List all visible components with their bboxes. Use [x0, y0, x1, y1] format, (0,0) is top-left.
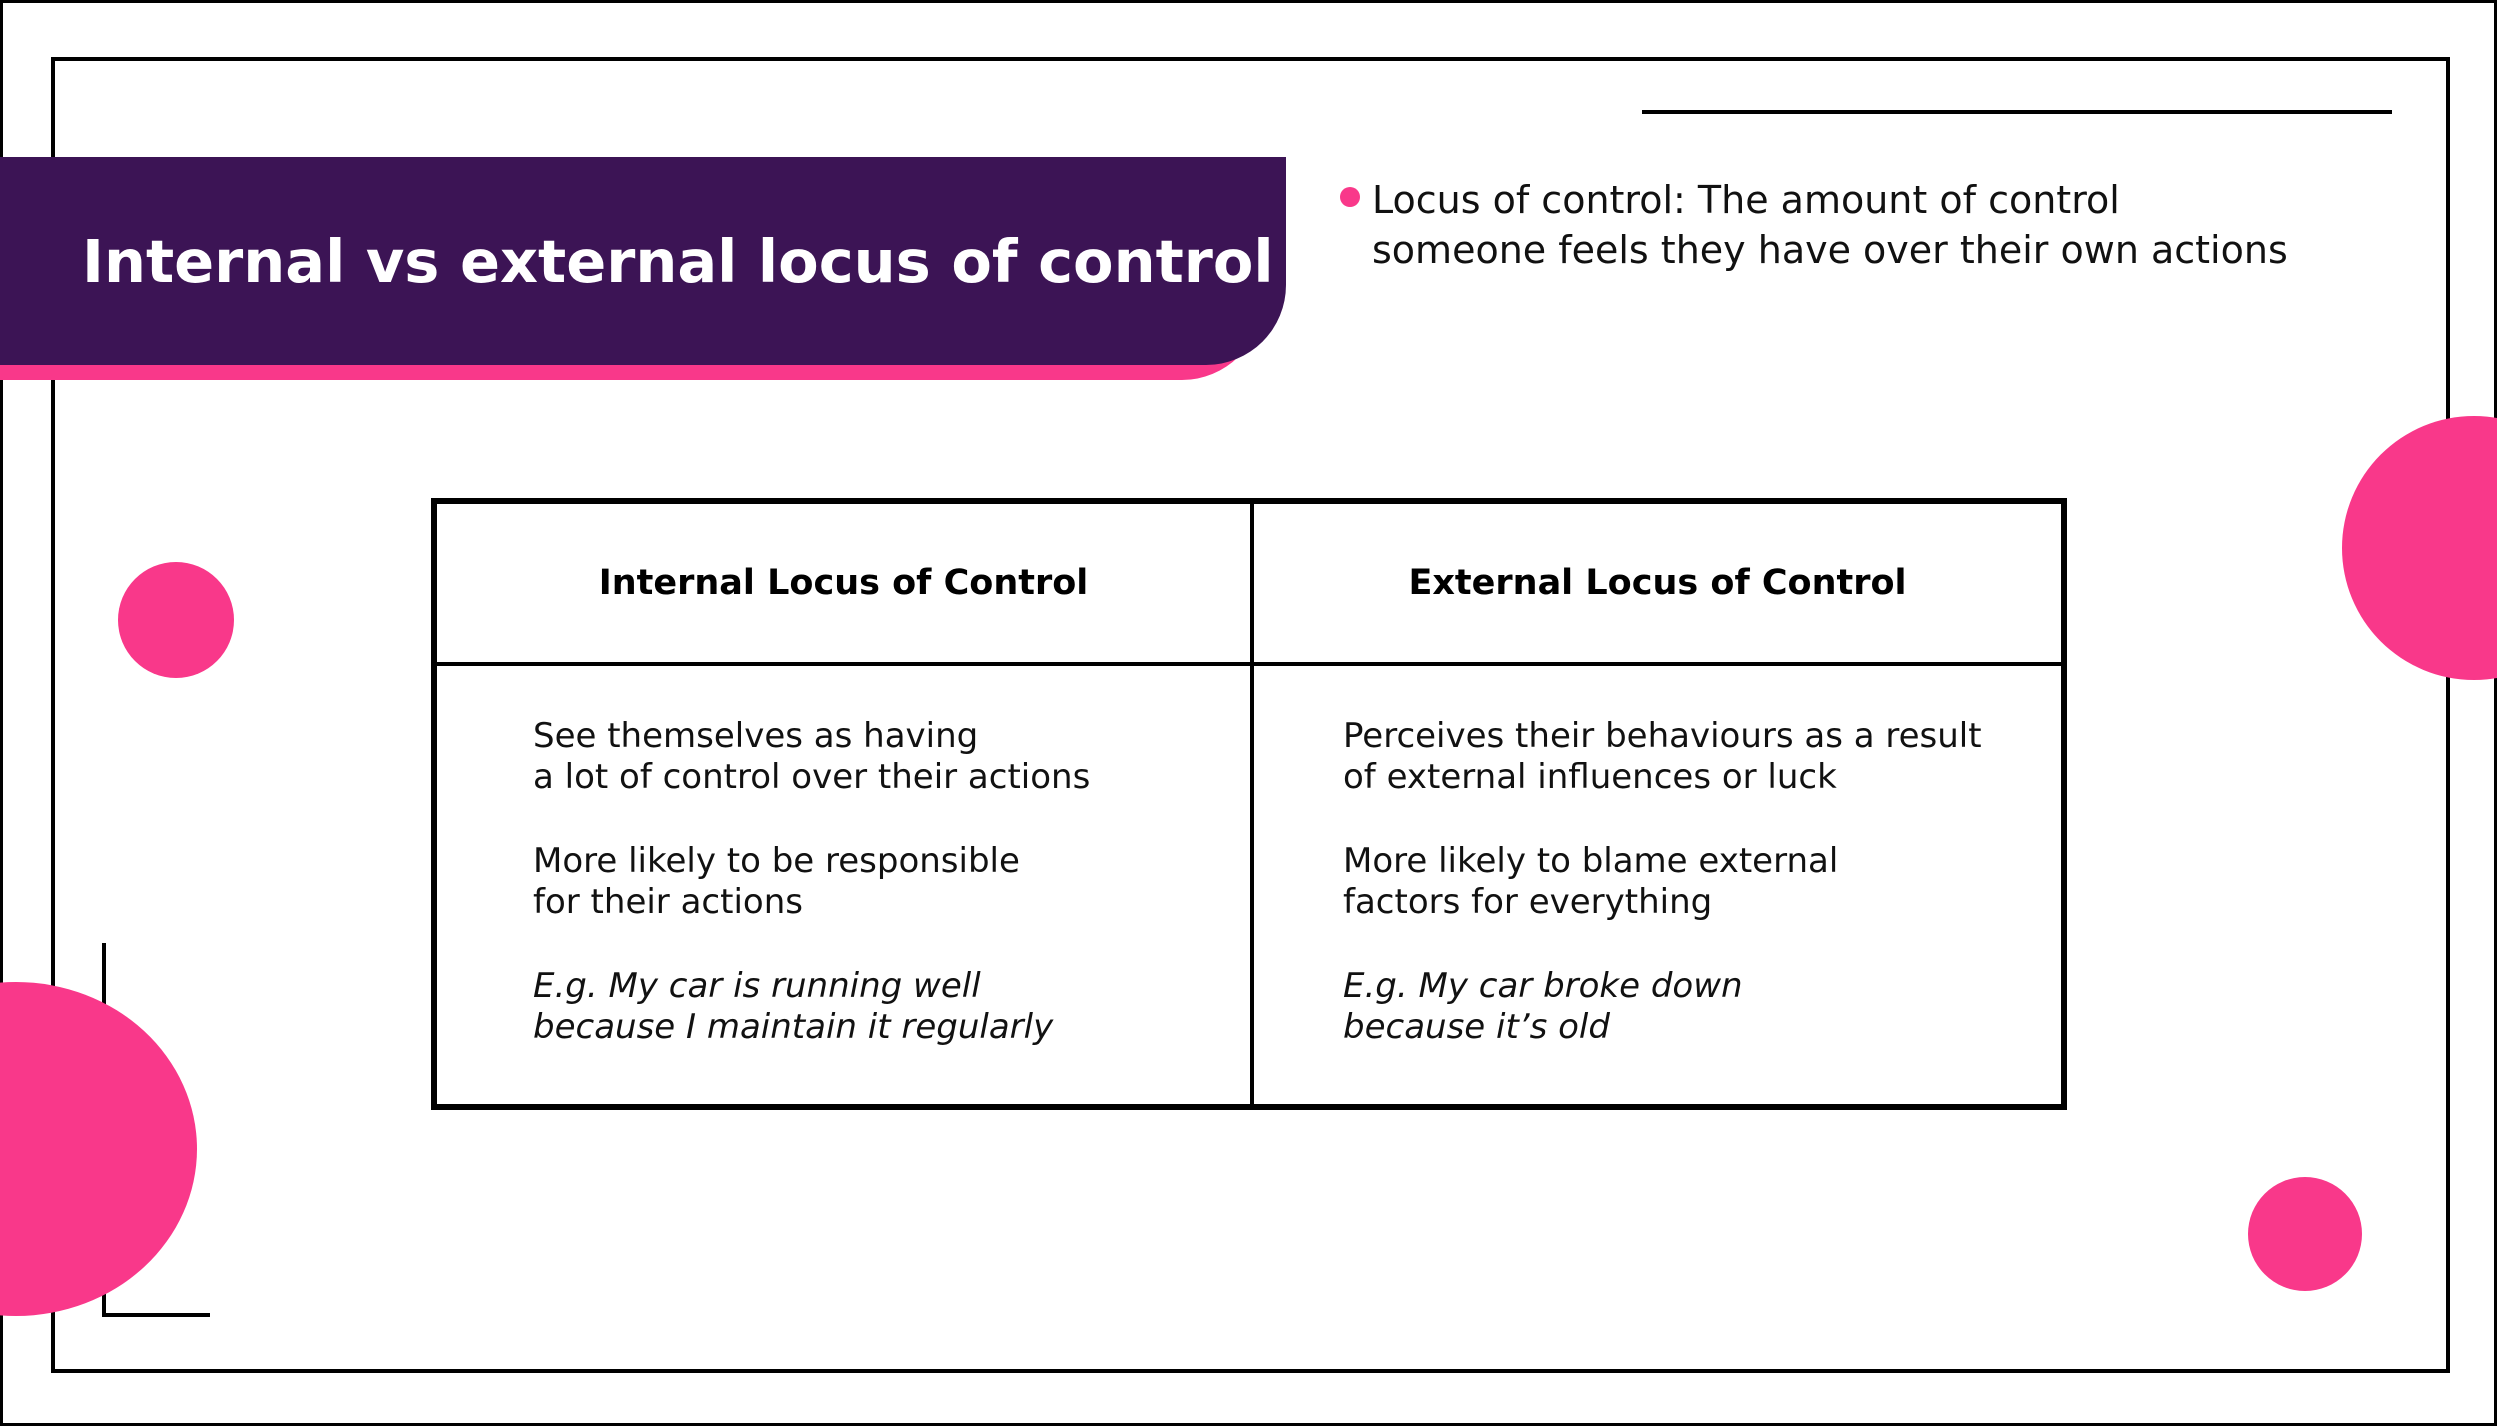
internal-column-body: [533, 716, 1090, 1048]
internal-p2-line1: More likely to be responsible: [533, 841, 1020, 881]
external-p2-line2: factors for everything: [1343, 882, 1713, 922]
decorative-corner-horizontal-line: [102, 1313, 210, 1317]
slide-title: Internal vs external locus of control: [82, 226, 1274, 296]
external-p1-line2: of external influences or luck: [1343, 757, 1837, 797]
header-internal: Internal Locus of Control: [598, 563, 1089, 603]
external-column-body: [1343, 716, 1982, 1048]
title-band: [0, 157, 1286, 365]
bullet-dot-icon: [1340, 187, 1360, 207]
internal-example: [533, 966, 1090, 1048]
external-example-line2: because it’s old: [1343, 1007, 1610, 1047]
decorative-circle-left-small: [118, 562, 234, 678]
internal-example-line1: E.g. My car is running well: [533, 966, 981, 1006]
decorative-circle-right-small: [2248, 1177, 2362, 1291]
external-example: [1343, 966, 1982, 1048]
table-row-divider: [437, 662, 2061, 666]
decorative-top-line: [1642, 110, 2392, 114]
internal-p1-line2: a lot of control over their actions: [533, 757, 1091, 797]
external-p2-line1: More likely to blame external: [1343, 841, 1839, 881]
external-paragraph-2: [1343, 841, 1982, 923]
definition-bullet: [1340, 175, 2440, 275]
internal-paragraph-2: [533, 841, 1090, 923]
internal-p2-line2: for their actions: [533, 882, 803, 922]
external-paragraph-1: [1343, 716, 1982, 798]
internal-example-line2: because I maintain it regularly: [533, 1007, 1054, 1047]
definition-text: [1372, 175, 2288, 275]
comparison-table: [431, 498, 2067, 1110]
definition-line-2: someone feels they have over their own actions: [1372, 228, 2288, 272]
internal-p1-line1: See themselves as having: [533, 716, 979, 756]
external-example-line1: E.g. My car broke down: [1343, 966, 1743, 1006]
internal-paragraph-1: [533, 716, 1090, 798]
definition-line-1: Locus of control: The amount of control: [1372, 178, 2120, 222]
header-external: External Locus of Control: [1408, 563, 1907, 603]
external-p1-line1: Perceives their behaviours as a result: [1343, 716, 1982, 756]
